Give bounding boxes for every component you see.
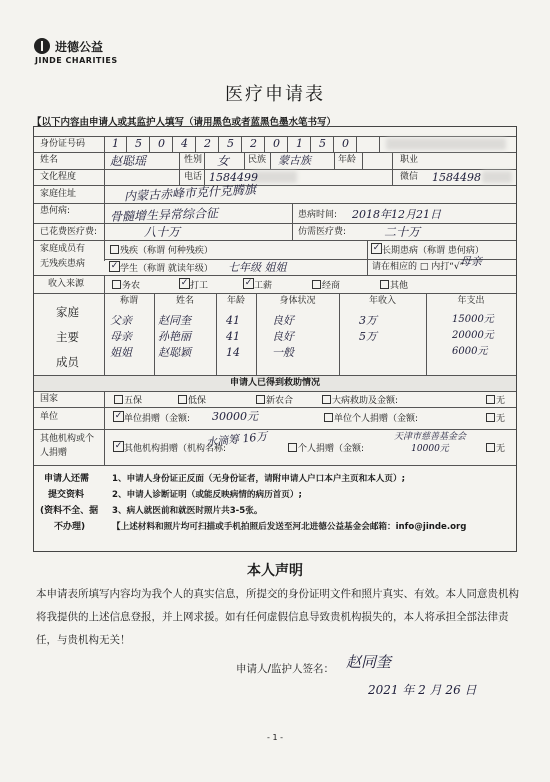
member-health: 良好 <box>272 330 294 343</box>
address-label: 家庭住址 <box>40 189 77 199</box>
unit-donation-amount: 30000元 <box>212 410 258 423</box>
id-digit: 0 <box>342 137 349 150</box>
applicant-name: 赵聪瑶 <box>110 154 147 168</box>
signature: 赵同奎 <box>346 653 392 671</box>
chronic-checkmark: ✓ <box>372 243 381 253</box>
id-digit: 5 <box>319 137 326 150</box>
dibao-checkbox[interactable] <box>178 395 187 404</box>
country-aid-label: 国家 <box>40 394 59 404</box>
member-title: 姐姐 <box>110 346 132 359</box>
member-name: 赵聪颖 <box>158 346 191 359</box>
member-income: 3万 <box>359 314 377 327</box>
signature-date: 2021 年 2 月 26 日 <box>368 683 477 697</box>
unit-aid-label: 单位 <box>40 412 59 422</box>
org-donation-checkmark: ✓ <box>114 441 123 451</box>
member-title: 父亲 <box>110 314 132 327</box>
work-checkmark: ✓ <box>180 278 189 288</box>
member-age: 41 <box>226 330 240 343</box>
student-value: 七年级 姐姐 <box>228 261 287 274</box>
family-side-label: 主要 <box>56 330 79 344</box>
other-checkbox[interactable] <box>380 280 389 289</box>
application-table <box>33 126 517 552</box>
required-materials-label: 申请人还需 <box>44 474 90 484</box>
required-item-1: 1、申请人身份证正反面（无身份证者，请附申请人户口本户主页和本人页）; <box>112 474 406 484</box>
other-donation-label: 其他机构或个 <box>40 434 95 444</box>
salary-checkmark: ✓ <box>244 278 253 288</box>
income-option-other: 其他 <box>380 280 408 291</box>
chronic-option: 长期患病（称谓 患何病） <box>372 245 484 256</box>
logo-chinese-name: 进德公益 <box>55 40 104 54</box>
spent-label: 已花费医疗费: <box>40 227 98 237</box>
income-option-salary: 工薪 <box>244 280 272 291</box>
personal-donation: 个人捐赠（金额: <box>288 443 364 454</box>
estimated-cost-label: 仿需医疗费: <box>298 227 347 237</box>
farming-checkbox[interactable] <box>112 280 121 289</box>
education-label: 文化程度 <box>40 172 77 182</box>
mark-hint: 请在相应的 □ 内打“√” <box>372 262 465 272</box>
illness-label: 患何病: <box>40 206 71 216</box>
other-none: 无 <box>486 443 505 454</box>
unit-donation: 单位捐赠（金额: <box>114 413 190 424</box>
declaration-text: 本申请表所填写内容均为我个人的真实信息，所提交的身份证明文件和照片真实、有效。本人同意贵机构将我提供的上述信息登报，并上网求援。如有任何虚假信息导致贵机构损失的，本人将承担全部法律责任，与贵机构无关！ <box>36 588 519 646</box>
form-title: 医疗申请表 <box>225 84 325 105</box>
applicant-ethnicity: 蒙古族 <box>278 154 311 167</box>
disability-checkbox[interactable] <box>110 245 119 254</box>
applicant-address: 内蒙古赤峰市克什克腾旗 <box>123 182 257 204</box>
logo-english-name: JINDE CHARITIES <box>35 56 118 65</box>
id-digit: 0 <box>158 137 165 150</box>
country-xinnonghe: 新农合 <box>256 395 293 406</box>
member-health: 一般 <box>272 346 294 359</box>
id-digit: 1 <box>112 137 119 150</box>
income-option-farming: 务农 <box>112 280 140 291</box>
member-age: 41 <box>226 314 240 327</box>
member-col-expense: 年支出 <box>457 296 485 306</box>
major-illness-checkbox[interactable] <box>322 395 331 404</box>
required-materials-label-3: (资料不全、据 <box>40 506 99 516</box>
declaration-title: 本人声明 <box>247 563 303 579</box>
income-option-business: 经商 <box>312 280 340 291</box>
family-side-label: 成员 <box>56 355 79 369</box>
member-col-age: 年龄 <box>226 296 245 306</box>
member-col-health: 身体状况 <box>279 296 316 306</box>
name-label: 姓名 <box>40 155 59 165</box>
member-expense: 15000元 <box>452 314 494 325</box>
income-source-label: 收入来源 <box>48 279 85 289</box>
unit-none-checkbox[interactable] <box>486 413 495 422</box>
redacted-wechat <box>482 171 512 183</box>
unit-none: 无 <box>486 413 505 424</box>
member-name: 赵同奎 <box>158 314 191 327</box>
required-materials-label-4: 不办理) <box>54 522 86 532</box>
other-donation-label-2: 人捐赠 <box>40 448 68 458</box>
unit-personal-checkbox[interactable] <box>324 413 333 422</box>
member-expense: 6000元 <box>452 346 488 357</box>
unit-personal-donation: 单位个人捐赠（金额: <box>324 413 418 424</box>
country-none: 无 <box>486 395 505 406</box>
applicant-wechat: 1584498 <box>432 171 481 184</box>
family-disability-label: 家庭成员有 <box>40 244 86 254</box>
income-option-work: 打工 <box>180 280 208 291</box>
signature-label: 申请人/监护人签名： <box>236 663 335 675</box>
illness-value: 骨髓增生异常综合征 <box>109 206 219 224</box>
form-instruction: 【以下内容由申请人或其监护人填写（请用黑色或者蓝黑色墨水笔书写） <box>32 117 337 128</box>
member-title: 母亲 <box>110 330 132 343</box>
member-col-title: 称谓 <box>119 296 138 306</box>
redacted-id <box>386 138 506 150</box>
other-org-donation: 其他机构捐赠（机构名称: <box>114 443 226 454</box>
id-number-label: 身份证号码 <box>40 139 86 149</box>
diagnosis-time-label: 患病时间: <box>298 210 338 220</box>
country-wubao: 五保 <box>114 395 142 406</box>
id-digit: 2 <box>204 137 211 150</box>
age-label: 年龄 <box>338 155 357 165</box>
id-digit: 4 <box>181 137 188 150</box>
member-expense: 20000元 <box>452 330 494 341</box>
family-disability-label-2: 无残疾患病 <box>40 259 86 269</box>
member-health: 良好 <box>272 314 294 327</box>
personal-donation-checkbox[interactable] <box>288 443 297 452</box>
wubao-checkbox[interactable] <box>114 395 123 404</box>
id-digit: 5 <box>227 137 234 150</box>
spent-value: 八十万 <box>144 225 181 239</box>
wechat-label: 微信 <box>400 172 419 182</box>
member-income: 5万 <box>359 330 377 343</box>
personal-donation-detail: 天津市慈善基金会 10000元 <box>393 432 466 454</box>
id-digit: 5 <box>135 137 142 150</box>
aid-header: 申请人已得到救助情况 <box>229 378 320 388</box>
chronic-value: 母亲 <box>460 255 482 268</box>
redacted-phone <box>252 171 297 183</box>
id-digit: 1 <box>296 137 303 150</box>
occupation-label: 职业 <box>400 155 419 165</box>
country-none-checkbox[interactable] <box>486 395 495 404</box>
required-item-2: 2、申请人诊断证明（或能反映病情的病历首页）; <box>112 490 302 500</box>
member-age: 14 <box>226 346 240 359</box>
id-digit: 0 <box>273 137 280 150</box>
applicant-phone: 1584499 <box>209 171 258 184</box>
page-number: - 1 - <box>267 733 283 742</box>
diagnosis-time-value: 2018年12月21日 <box>352 208 441 221</box>
required-materials-label-2: 提交资料 <box>48 490 85 500</box>
id-digit: 2 <box>250 137 257 150</box>
gender-label: 性别 <box>184 155 203 165</box>
member-col-name: 姓名 <box>175 296 194 306</box>
phone-label: 电话 <box>184 172 203 182</box>
student-option: 学生（称谓 就读年级） <box>110 263 213 274</box>
estimated-cost-value: 二十万 <box>384 225 421 239</box>
member-col-income: 年收入 <box>368 296 396 306</box>
country-dibao: 低保 <box>178 395 206 406</box>
other-none-checkbox[interactable] <box>486 443 495 452</box>
ethnicity-label: 民族 <box>248 155 267 165</box>
required-item-3: 3、病人就医前和就医时照片共3-5张。 <box>112 506 263 516</box>
business-checkbox[interactable] <box>312 280 321 289</box>
jinde-logo-icon <box>34 38 50 54</box>
family-side-label: 家庭 <box>56 305 79 319</box>
applicant-gender: 女 <box>217 154 230 168</box>
unit-donation-checkmark: ✓ <box>114 411 123 421</box>
student-checkmark: ✓ <box>110 261 119 271</box>
disability-option: 残疾（称谓 何种残疾） <box>110 245 213 256</box>
member-name: 孙艳丽 <box>158 330 191 343</box>
other-org-name: 水滴筹 16万 <box>205 429 269 450</box>
xinnonghe-checkbox[interactable] <box>256 395 265 404</box>
required-item-4: 【上述材料和照片均可扫描或手机拍照后发送至河北进德公益基金会邮箱：info@jinde.org <box>112 522 467 532</box>
country-major-illness: 大病救助及金额: <box>322 395 398 406</box>
